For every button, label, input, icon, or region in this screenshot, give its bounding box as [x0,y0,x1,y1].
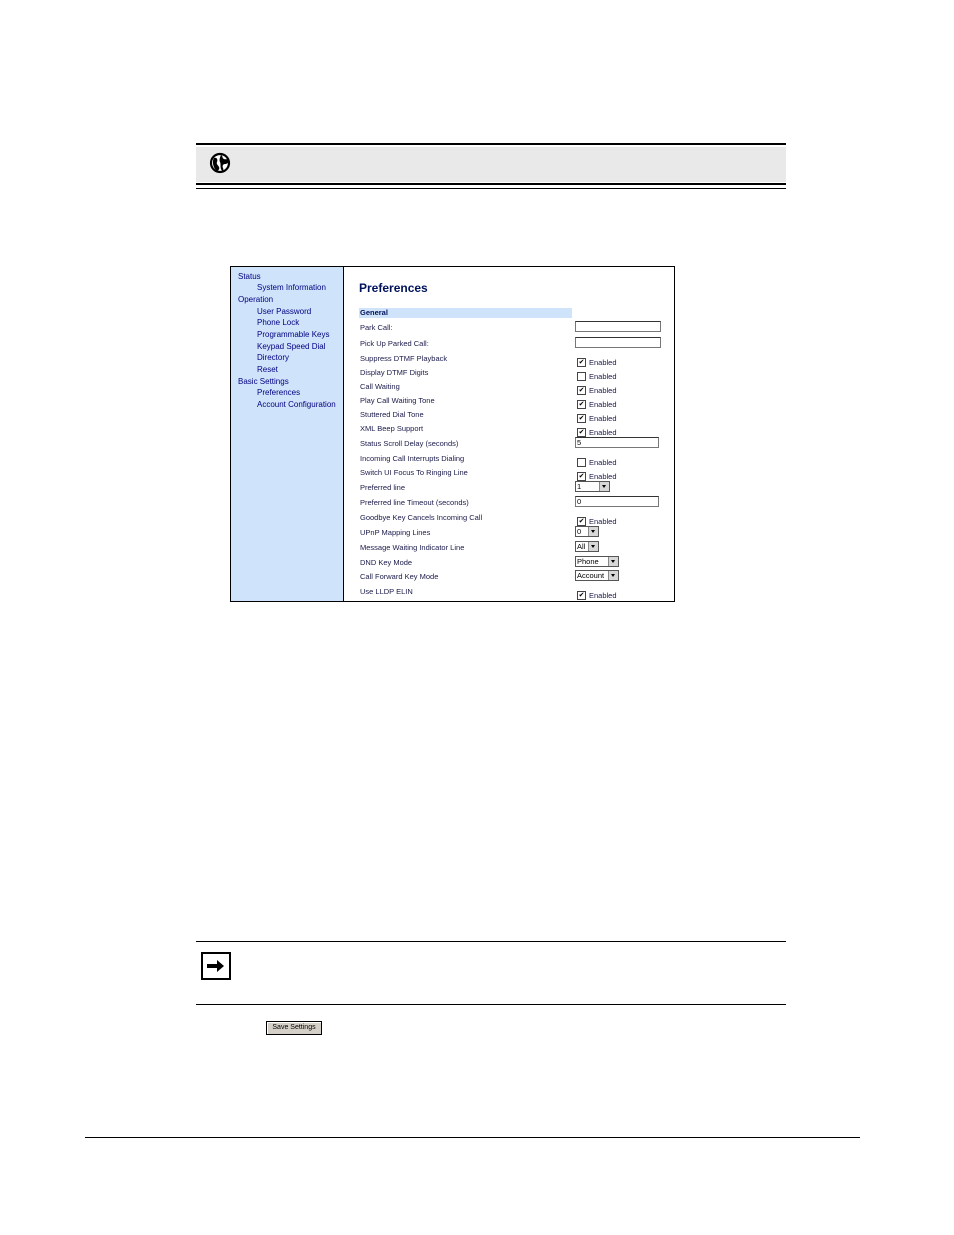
checkbox-checked[interactable]: ✔ [578,518,585,526]
arrow-right-icon [201,952,231,980]
setting-label: Display DTMF Digits [360,368,429,377]
footer-rule [85,1137,860,1138]
setting-select[interactable] [575,541,599,552]
checkbox-label: Enabled [589,517,617,527]
setting-select[interactable] [575,526,599,537]
note-bottom-rule [196,1004,786,1005]
banner-bottom-rule-thin [196,188,786,189]
setting-select[interactable] [575,481,610,492]
setting-select[interactable] [575,570,619,581]
checkbox-unchecked[interactable] [577,458,586,467]
sidebar-section: Basic Settings [238,377,289,386]
sidebar-item[interactable]: User Password [257,307,312,316]
chevron-down-icon[interactable] [608,571,618,580]
checkbox-label: Enabled [589,358,617,368]
note-box [196,941,786,1005]
checkbox-checked[interactable]: ✔ [578,415,585,423]
setting-label: Call Forward Key Mode [360,572,439,581]
sidebar-section: Status [238,272,261,281]
checkbox-checked[interactable]: ✔ [578,387,585,395]
sidebar-item[interactable]: System Information [257,283,326,292]
setting-select[interactable] [575,556,619,567]
sidebar-nav [231,267,344,601]
setting-label: Pick Up Parked Call: [360,339,429,348]
globe-icon [209,152,231,174]
checkbox-checked[interactable]: ✔ [578,592,585,600]
banner-top-rule [196,143,786,145]
chevron-down-icon[interactable] [599,482,609,491]
sidebar-item[interactable]: Keypad Speed Dial [257,342,326,351]
setting-label: Switch UI Focus To Ringing Line [360,468,468,477]
setting-label: Play Call Waiting Tone [360,396,435,405]
setting-checkbox-control [577,587,617,605]
sidebar-item[interactable]: Reset [257,365,278,374]
setting-label: Suppress DTMF Playback [360,354,448,363]
checkbox-label: Enabled [589,372,617,382]
setting-label: UPnP Mapping Lines [360,528,431,537]
section-header-general [359,308,572,318]
checkbox-label: Enabled [589,472,617,482]
preferences-panel [344,267,675,601]
checkbox-label: Enabled [589,386,617,396]
chevron-down-icon[interactable] [588,542,598,551]
select-value: All [577,542,586,551]
setting-text-input[interactable] [575,337,661,348]
sidebar-item[interactable]: Account Configuration [257,400,336,409]
chevron-down-icon[interactable] [588,527,598,536]
section-header-label: General [360,308,388,317]
checkbox-unchecked[interactable] [577,372,586,381]
sidebar-item[interactable]: Phone Lock [257,318,300,327]
chevron-down-icon[interactable] [608,557,618,566]
setting-label: Preferred line Timeout (seconds) [360,498,469,507]
setting-label: Stuttered Dial Tone [360,410,424,419]
setting-label: Incoming Call Interrupts Dialing [360,454,465,463]
select-value: Phone [577,557,599,566]
setting-text-input[interactable]: 5 [575,437,659,448]
setting-label: Park Call: [360,323,393,332]
checkbox-label: Enabled [589,428,617,438]
setting-label: Status Scroll Delay (seconds) [360,439,459,448]
checkbox-label: Enabled [589,400,617,410]
checkbox-checked[interactable]: ✔ [578,429,585,437]
setting-label: Use LLDP ELIN [360,587,413,596]
setting-label: Message Waiting Indicator Line [360,543,465,552]
save-settings-button[interactable]: Save Settings [266,1021,322,1035]
setting-text-input[interactable]: 0 [575,496,659,507]
banner-bottom-rule [196,183,786,185]
checkbox-label: Enabled [589,414,617,424]
setting-label: XML Beep Support [360,424,424,433]
checkbox-label: Enabled [589,458,617,468]
setting-label: Preferred line [360,483,406,492]
select-value: 0 [577,527,582,536]
preferences-screenshot [230,266,675,602]
setting-label: Goodbye Key Cancels Incoming Call [360,513,483,522]
sidebar-section: Operation [238,295,274,304]
page-title: Preferences [359,281,428,295]
checkbox-label: Enabled [589,591,617,601]
setting-label: DND Key Mode [360,558,413,567]
select-value: 1 [577,482,582,491]
setting-text-input[interactable] [575,321,661,332]
web-ui-banner [196,143,786,188]
select-value: Account [577,571,605,580]
note-top-rule [196,941,786,942]
sidebar-item[interactable]: Programmable Keys [257,330,330,339]
checkbox-checked[interactable]: ✔ [578,359,585,367]
banner-background [196,147,786,182]
setting-label: Call Waiting [360,382,400,391]
checkbox-checked[interactable]: ✔ [578,401,585,409]
checkbox-checked[interactable]: ✔ [578,473,585,481]
sidebar-item[interactable]: Directory [257,353,290,362]
sidebar-item[interactable]: Preferences [257,388,301,397]
